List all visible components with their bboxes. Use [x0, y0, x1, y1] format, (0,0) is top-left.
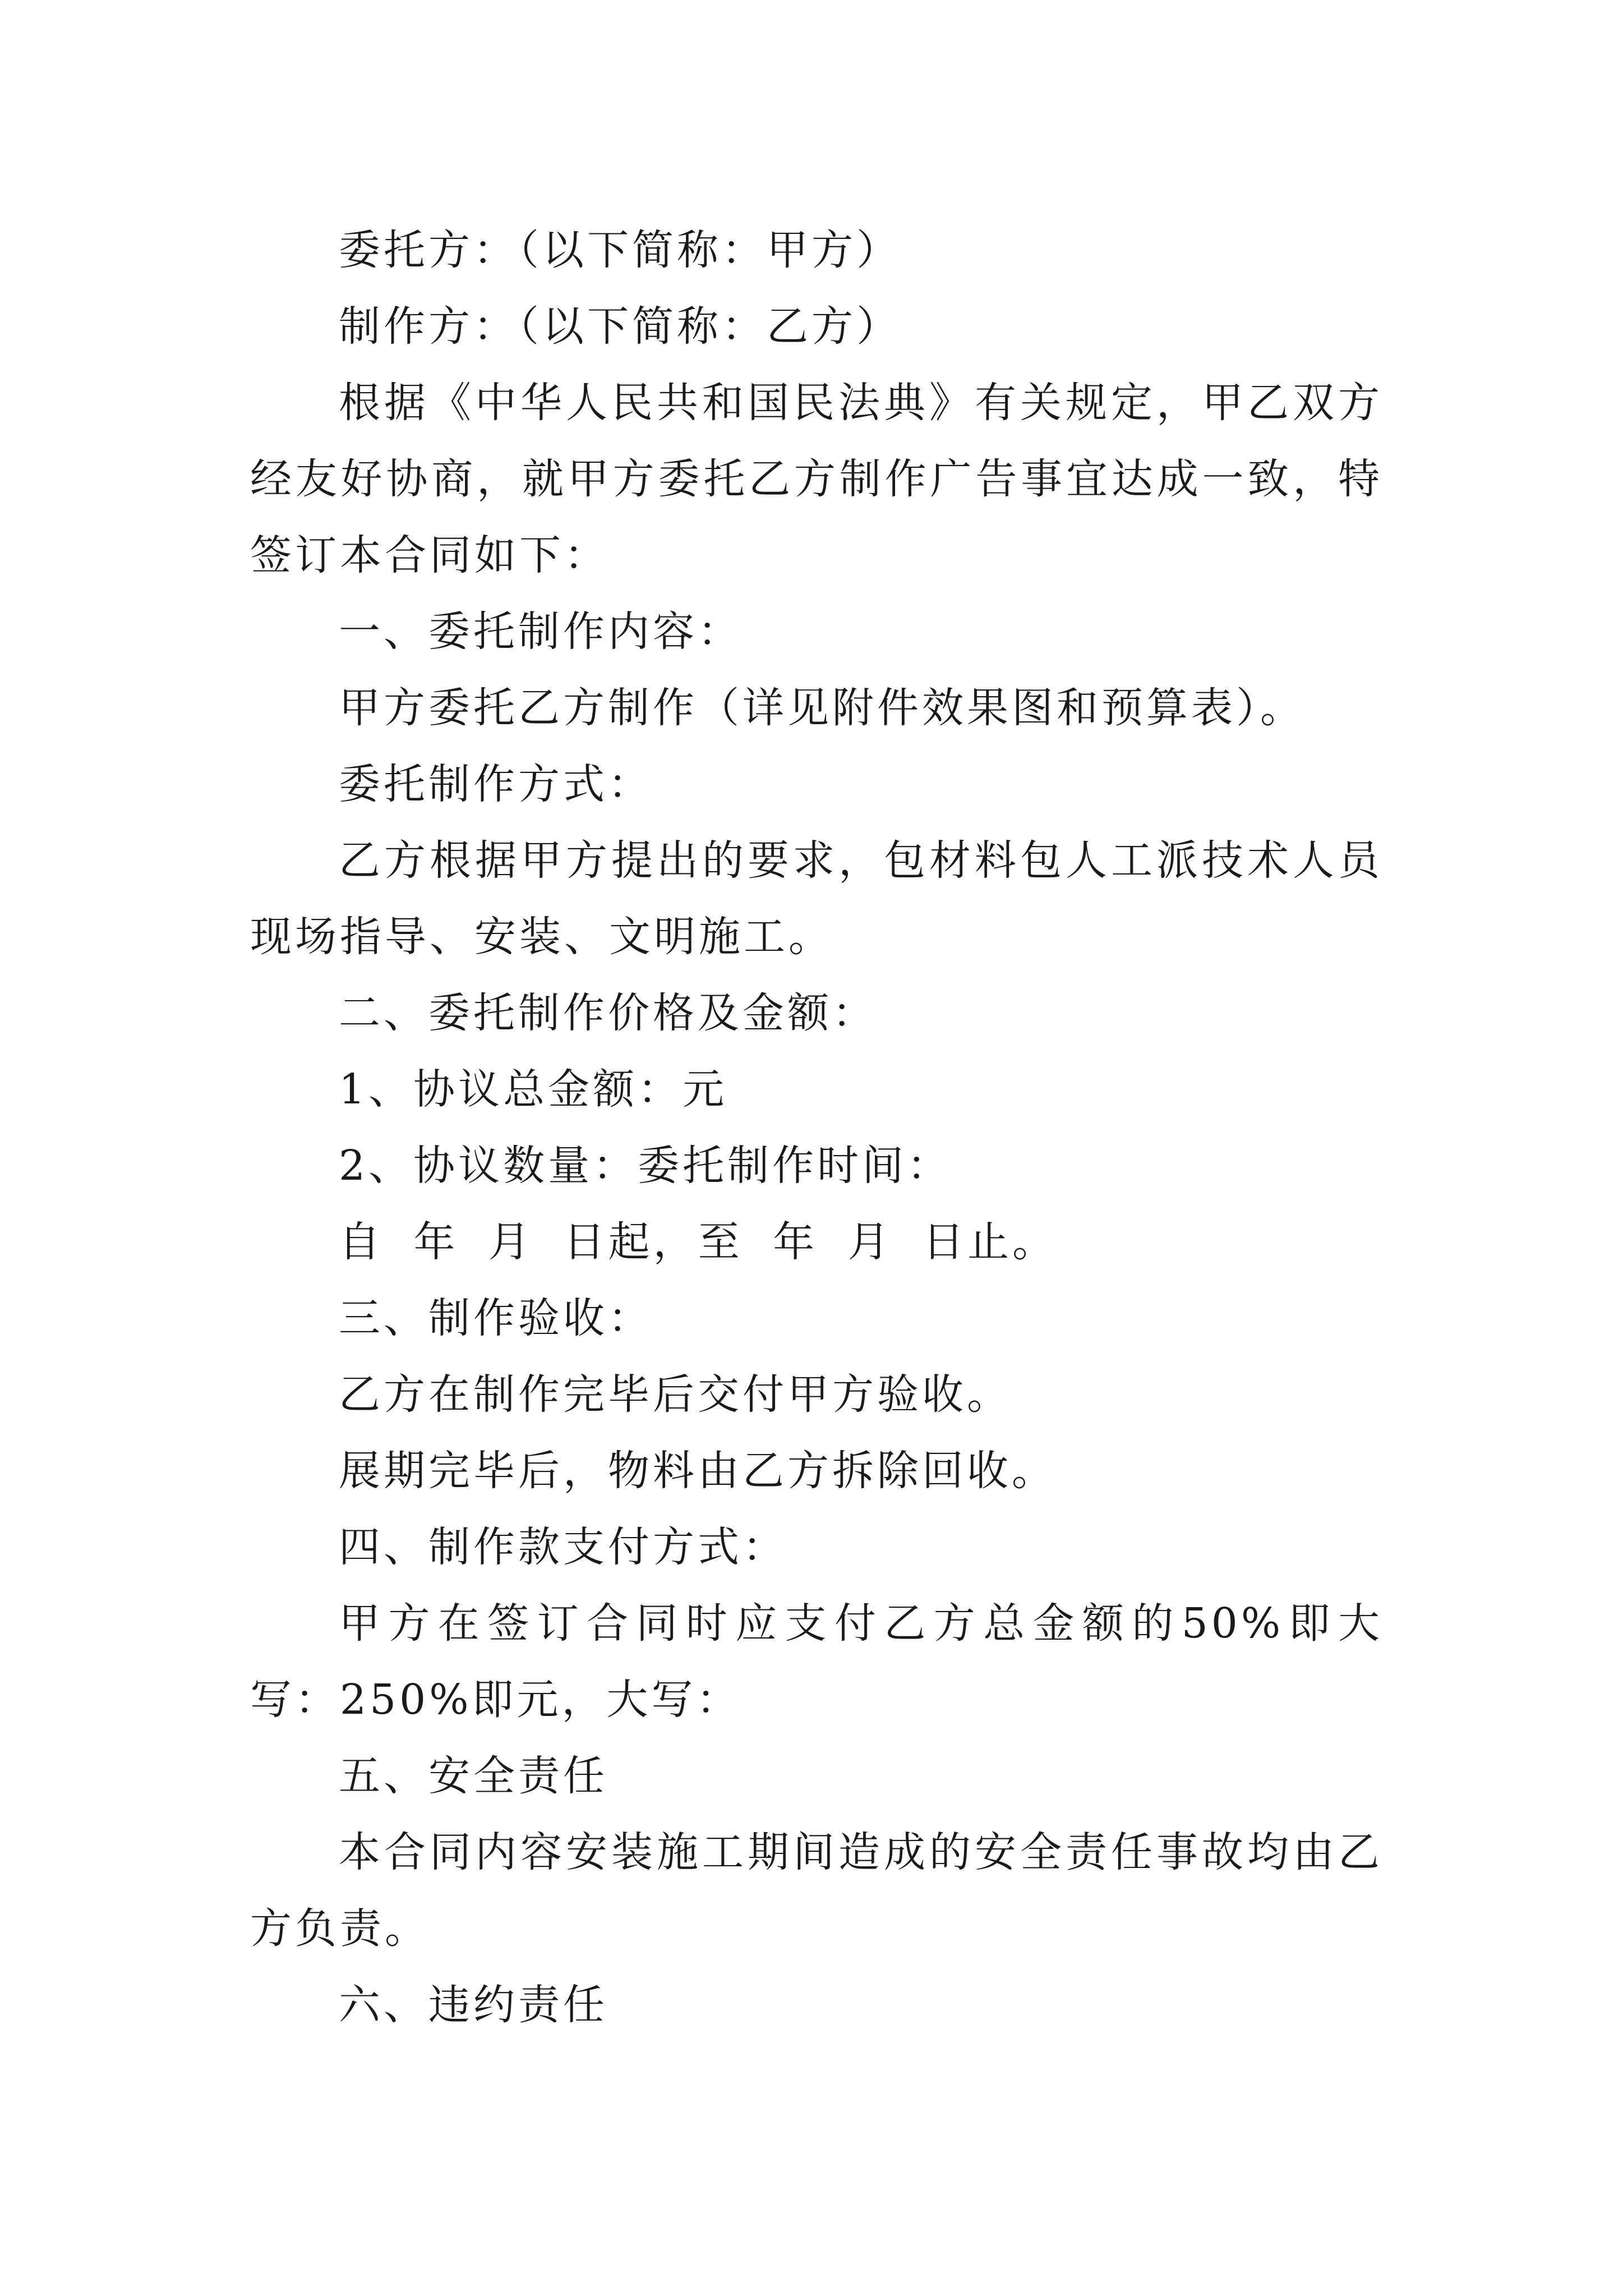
section-2-heading: 二、委托制作价格及金额： — [339, 989, 877, 1037]
production-method-heading: 委托制作方式： — [339, 760, 653, 808]
production-method-content: 乙方根据甲方提出的要求，包材料包人工派技术人员现场指导、安装、文明施工。 — [250, 836, 1383, 961]
section-1-heading: 一、委托制作内容： — [339, 608, 743, 656]
section-5-heading: 五、安全责任 — [339, 1752, 608, 1800]
document-body — [250, 212, 1383, 2043]
party-a-line: 委托方：（以下简称：甲方） — [339, 226, 901, 274]
payment-paragraph: 甲方在签订合同时应支付乙方总金额的50%即大写：250%即元，大写： — [250, 1599, 1383, 1724]
section-4-heading: 四、制作款支付方式： — [339, 1523, 787, 1571]
quantity-time-line: 2、协议数量：委托制作时间： — [339, 1142, 952, 1190]
section-6-heading: 六、违约责任 — [339, 1981, 608, 2029]
party-b-line: 制作方：（以下简称：乙方） — [339, 302, 901, 351]
safety-paragraph: 本合同内容安装施工期间造成的安全责任事故均由乙方负责。 — [250, 1828, 1383, 1953]
section-3-heading: 三、制作验收： — [339, 1294, 653, 1342]
acceptance-line: 乙方在制作完毕后交付甲方验收。 — [339, 1370, 1012, 1419]
preamble-paragraph: 根据《中华人民共和国民法典》有关规定，甲乙双方经友好协商，就甲方委托乙方制作广告事宜达成一致，特签订本合同如下： — [250, 379, 1383, 579]
section-1-content: 甲方委托乙方制作（详见附件效果图和预算表）。 — [339, 684, 1305, 732]
total-amount-line: 1、协议总金额：元 — [339, 1065, 728, 1114]
removal-line: 展期完毕后，物料由乙方拆除回收。 — [339, 1447, 1057, 1495]
date-range-line: 自 年 月 日起，至 年 月 日止。 — [339, 1218, 1058, 1266]
